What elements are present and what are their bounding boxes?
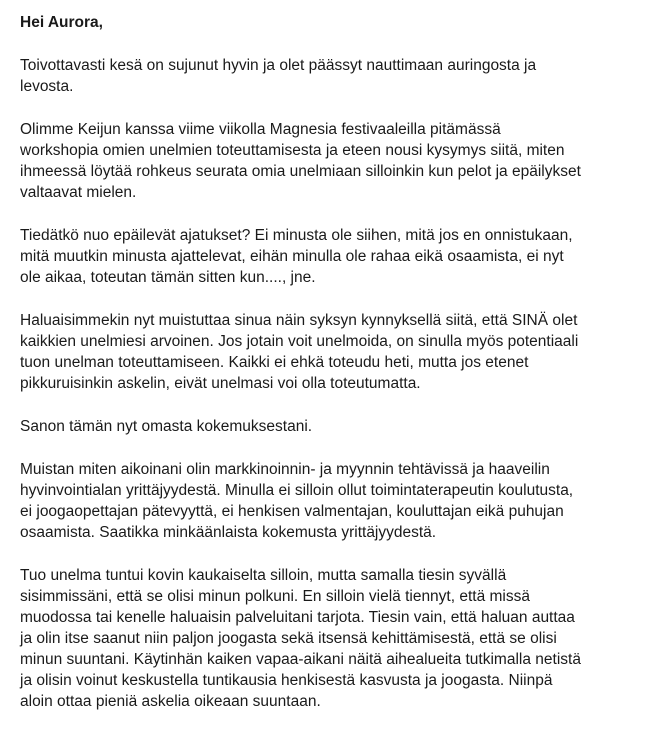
email-body xyxy=(20,12,632,734)
text-line: mitä muutkin minusta ajattelevat, eihän minulla ole rahaa eikä osaamista, ei nyt xyxy=(20,248,564,265)
text-line: ei joogaopettajan pätevyyttä, ei henkisen valmentajan, kouluttajan eikä puhujan xyxy=(20,503,564,520)
text-line: Sanon tämän nyt omasta kokemuksestani. xyxy=(20,418,313,435)
text-line: osaamista. Saatikka minkäänlaista kokemusta yrittäjyydestä. xyxy=(20,524,437,541)
paragraph-career xyxy=(20,459,632,543)
text-line: Olimme Keijun kanssa viime viikolla Magnesia festivaaleilla pitämässä xyxy=(20,121,501,138)
paragraph-dream xyxy=(20,565,632,712)
text-line: ole aikaa, toteutan tämän sitten kun...., jne. xyxy=(20,269,316,286)
text-line: ja olisin voinut keskustella tuntikausia henkisestä kasvusta ja joogasta. Niinpä xyxy=(20,672,553,689)
greeting: Hei Aurora, xyxy=(20,14,103,31)
text-line: Muistan miten aikoinani olin markkinoinnin- ja myynnin tehtävissä ja haaveilin xyxy=(20,461,550,478)
paragraph-doubts xyxy=(20,225,632,288)
text-line: aloin ottaa pieniä askelia oikeaan suuntaan. xyxy=(20,693,321,710)
text-line: valtaavat mielen. xyxy=(20,184,137,201)
paragraph-workshop xyxy=(20,119,632,203)
text-line: minun suuntani. Käytinhän kaiken vapaa-aikani näitä aihealueita tutkimalla netistä xyxy=(20,651,581,668)
text-line: ja olin itse saanut niin paljon joogasta sekä itsensä kehittämisestä, että se olisi xyxy=(20,630,557,647)
paragraph-reminder xyxy=(20,310,632,394)
text-line: hyvinvointialan yrittäjyydestä. Minulla ei silloin ollut toimintaterapeutin koulutusta, xyxy=(20,482,574,499)
text-line: sisimmissäni, että se olisi minun polkuni. En silloin vielä tiennyt, että missä xyxy=(20,588,530,605)
text-line: Haluaisimmekin nyt muistuttaa sinua näin syksyn kynnyksellä siitä, että SINÄ olet xyxy=(20,312,578,329)
text-line: Tiedätkö nuo epäilevät ajatukset? Ei minusta ole siihen, mitä jos en onnistukaan, xyxy=(20,227,573,244)
text-line: Toivottavasti kesä on sujunut hyvin ja olet päässyt nauttimaan auringosta ja xyxy=(20,57,537,74)
paragraph-experience xyxy=(20,416,632,437)
paragraph-intro xyxy=(20,55,632,97)
text-line: workshopia omien unelmien toteuttamisesta ja eteen nousi kysymys siitä, miten xyxy=(20,142,565,159)
text-line: Tuo unelma tuntui kovin kaukaiselta silloin, mutta samalla tiesin syvällä xyxy=(20,567,507,584)
text-line: tuon unelman toteuttamiseen. Kaikki ei ehkä toteudu heti, mutta jos etenet xyxy=(20,354,529,371)
text-line: levosta. xyxy=(20,78,74,95)
text-line: muodossa tai kenelle haluaisin palveluitani tarjota. Tiesin vain, että haluan auttaa xyxy=(20,609,575,626)
text-line: ihmeessä löytää rohkeus seurata omia unelmiaan silloinkin kun pelot ja epäilykset xyxy=(20,163,581,180)
text-line: kaikkien unelmiesi arvoinen. Jos jotain voit unelmoida, on sinulla myös potentiaali xyxy=(20,333,579,350)
text-line: pikkuruisinkin askelin, eivät unelmasi voi olla toteutumatta. xyxy=(20,375,421,392)
